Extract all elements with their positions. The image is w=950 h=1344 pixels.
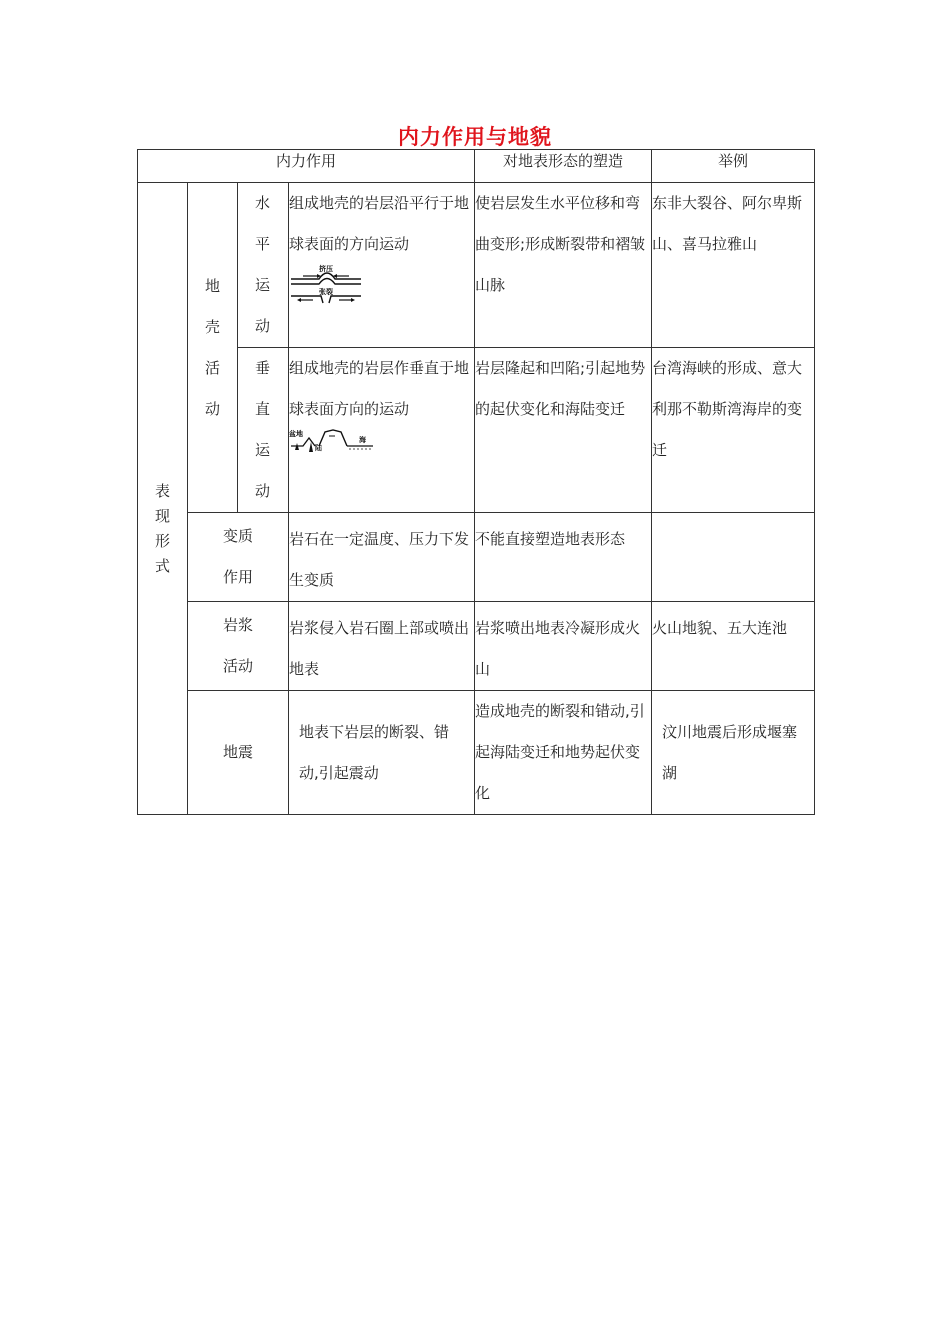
header-surface-shaping: 对地表形态的塑造 <box>475 150 652 183</box>
earthquake-description: 地表下岩层的断裂、错动,引起震动 <box>299 722 450 782</box>
squeeze-label: 挤压 <box>319 265 333 273</box>
earthquake-example: 汶川地震后形成堰塞湖 <box>662 722 798 782</box>
horizontal-description-cell <box>289 183 475 348</box>
header-endogenic-force: 内力作用 <box>138 150 475 183</box>
page-title: 内力作用与地貌 <box>398 125 552 149</box>
crust-activity-text: 地壳活动 <box>204 276 220 418</box>
earthquake-label-cell <box>188 691 289 815</box>
horizontal-effect-cell <box>475 183 652 348</box>
metamorphism-label-cell <box>188 513 289 602</box>
vertical-effect-cell <box>475 348 652 513</box>
magma-description: 岩浆侵入岩石圈上部或喷出地表 <box>289 619 470 678</box>
horizontal-example: 东非大裂谷、阿尔卑斯山、喜马拉雅山 <box>652 194 803 253</box>
vertical-movement-text: 垂直运动 <box>255 359 271 500</box>
magma-label-cell <box>188 602 289 691</box>
table-row <box>138 513 815 602</box>
horizontal-description: 组成地壳的岩层沿平行于地球表面的方向运动 <box>289 194 470 253</box>
earthquake-description-cell <box>289 691 475 815</box>
table-row <box>138 602 815 691</box>
horizontal-movement-text: 水平运动 <box>255 194 271 335</box>
earthquake-example-cell <box>652 691 815 815</box>
metamorphism-description-cell <box>289 513 475 602</box>
vertical-movement-label <box>238 348 289 513</box>
metamorphism-example-cell <box>652 513 815 602</box>
sea-label: 海 <box>359 436 366 444</box>
land-label: 陆 <box>315 444 322 452</box>
table-row <box>138 691 815 815</box>
split-label: 张裂 <box>319 288 333 296</box>
horizontal-effect: 使岩层发生水平位移和弯曲变形;形成断裂带和褶皱山脉 <box>475 194 646 294</box>
metamorphism-effect-cell <box>475 513 652 602</box>
earthquake-effect-cell <box>475 691 652 815</box>
metamorphism-effect: 不能直接塑造地表形态 <box>475 530 626 548</box>
vertical-example: 台湾海峡的形成、意大利那不勒斯湾海岸的变迁 <box>652 359 803 459</box>
row-group-label <box>138 183 188 815</box>
endogenic-forces-table <box>137 149 815 815</box>
magma-effect: 岩浆喷出地表冷凝形成火山 <box>475 619 641 678</box>
magma-description-cell <box>289 602 475 691</box>
magma-effect-cell <box>475 602 652 691</box>
table-header-row <box>138 150 815 183</box>
horizontal-example-cell <box>652 183 815 348</box>
table-row <box>138 348 815 513</box>
earthquake-effect: 造成地壳的断裂和错动,引起海陆变迁和地势起伏变化 <box>475 702 645 802</box>
vertical-description-cell <box>289 348 475 513</box>
vertical-movement-diagram <box>289 428 375 454</box>
metamorphism-label: 变质作用 <box>222 527 253 586</box>
earthquake-label: 地震 <box>222 743 253 761</box>
row-group-text: 表现形式 <box>154 481 170 575</box>
magma-label: 岩浆活动 <box>222 616 253 675</box>
horizontal-movement-diagram <box>289 263 365 305</box>
table-row <box>138 183 815 348</box>
vertical-description: 组成地壳的岩层作垂直于地球表面方向的运动 <box>289 359 470 418</box>
magma-example: 火山地貌、五大连池 <box>652 619 788 637</box>
header-example: 举例 <box>652 150 815 183</box>
horizontal-movement-label <box>238 183 289 348</box>
magma-example-cell <box>652 602 815 691</box>
metamorphism-description: 岩石在一定温度、压力下发生变质 <box>289 530 470 589</box>
basin-label: 盆地 <box>289 430 303 438</box>
crust-activity-label <box>188 183 238 513</box>
vertical-example-cell <box>652 348 815 513</box>
vertical-effect: 岩层隆起和凹陷;引起地势的起伏变化和海陆变迁 <box>475 359 646 418</box>
